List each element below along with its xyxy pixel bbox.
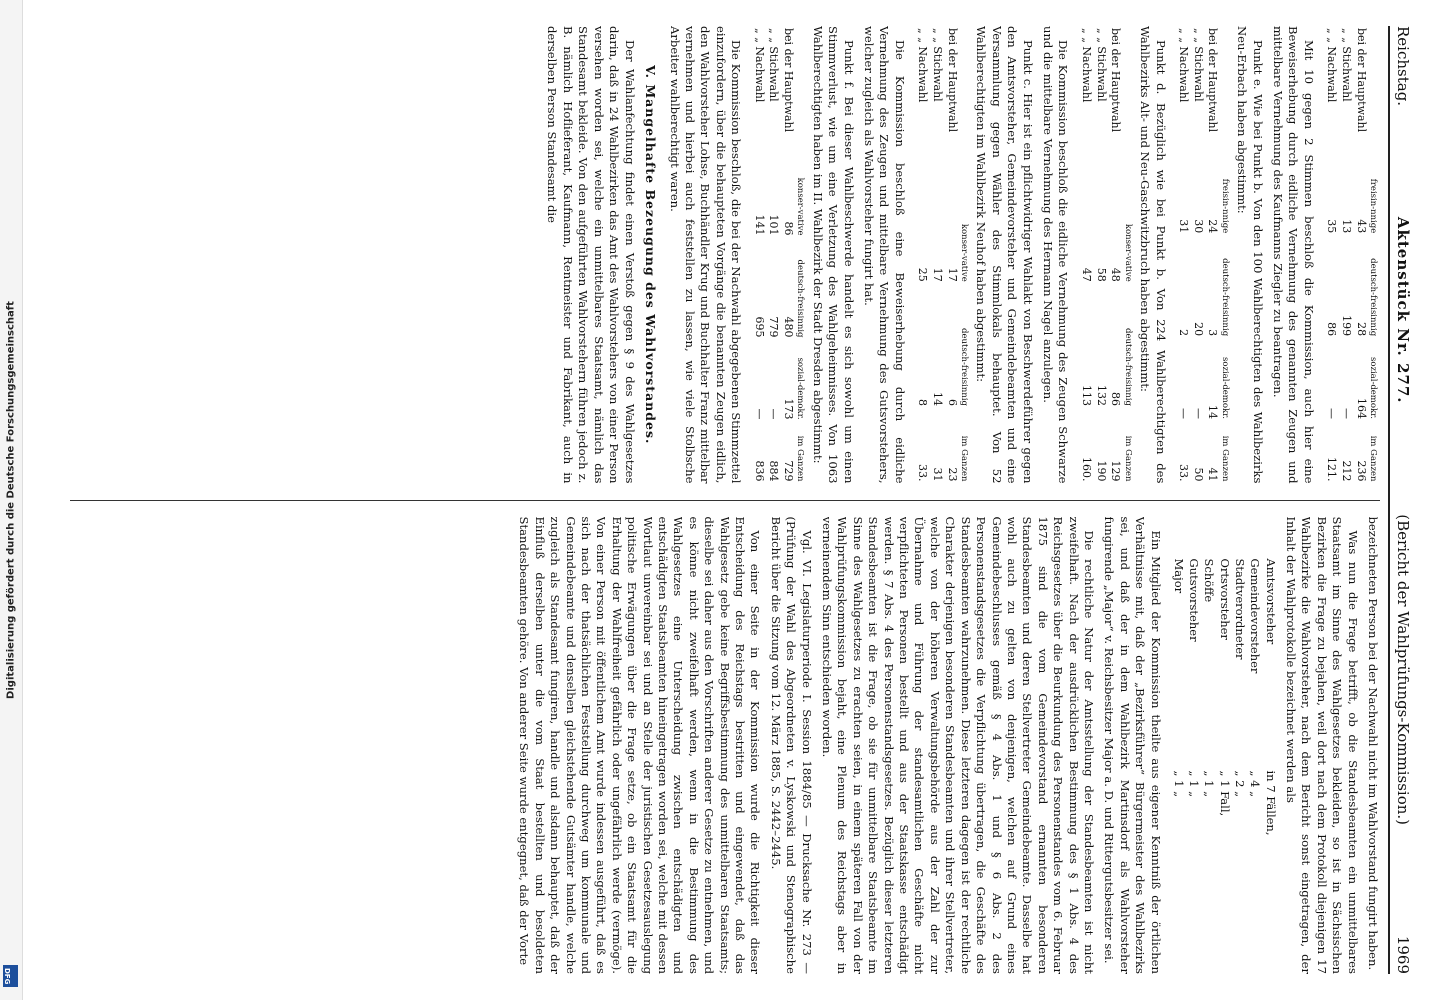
- table-header-row: [1122, 26, 1131, 484]
- table-cell: 30: [1191, 219, 1205, 234]
- table-cell: 121.: [1325, 457, 1339, 482]
- table-header-cell: deutsch-freisinnig: [795, 259, 806, 338]
- table-cell: 779: [767, 316, 781, 338]
- table-header-cell: [1219, 26, 1228, 162]
- column-right: [70, 517, 1380, 975]
- table-cell: 729: [782, 460, 796, 482]
- table-cell: 86: [782, 221, 796, 236]
- document-page: [52, 8, 1422, 992]
- table-cell: 884: [767, 460, 781, 482]
- table-header-cell: deutsch-freisinnig: [959, 328, 970, 406]
- header-left: Reichstag.: [1394, 26, 1412, 107]
- table-header-cell: im Ganzen: [959, 435, 970, 482]
- paragraph: Ein Mitglied der Kommission theilte aus eigener Kenntniß der örtlichen Verhältnisse mit, daß der „Bezirksführer“ Bürgermeister des Wahlbezirks sei, und daß der in dem Wahlbezirk Martinsdorf als Wahlvorsteher fungirende „Major“ v. Reichsbesitzer Major a. D. und Rittergutsbesitzer sei.: [1102, 516, 1163, 974]
- table-row: [1353, 26, 1368, 484]
- table-cell: 212: [1340, 460, 1354, 482]
- column-left: [70, 26, 1380, 484]
- table-cell: Stadtverordneter: [1233, 558, 1247, 660]
- table-row: [1232, 553, 1247, 842]
- table-row: [1247, 553, 1262, 842]
- table-cell: „ 1 „: [1202, 770, 1217, 798]
- table-row: [1186, 553, 1201, 842]
- table-cell: 58: [1094, 267, 1108, 282]
- paragraph: Was nun die Frage betrifft, ob die Standesbeamten ein unmittelbares Staatsamt im Sinne des Wahlgesetzes bekleiden, so ist in Sächsischen Bezirken die Frage zu bejahen, weil dort nach dem Protokoll diejenigen 17 Wahlbezirke die Wahlvorsteher, nach dem Bericht sonst eingetragen, der Inhalt der Wahlprotokolle bezeichnet werden als: [1283, 516, 1360, 974]
- table-cell: 141: [752, 214, 766, 236]
- table-cell: „ „ Stichwahl: [767, 28, 781, 102]
- table-cell: „ „ Stichwahl: [1340, 28, 1354, 102]
- table-cell: 480: [782, 316, 796, 338]
- table-header-cell: deutsch-freisinnig: [1219, 258, 1230, 337]
- table-header-cell: [795, 26, 804, 161]
- dfg-logo: DFG: [3, 965, 18, 987]
- paragraph: Die Kommission beschloß eine Beweiserhebung durch eidliche Vernehmung des Zeugen und mittelbare Vernehmung des Gutsvorstehers, welcher zugleich als Wahlvorsteher fungirt hat.: [862, 26, 907, 484]
- table-cell: 17: [945, 267, 959, 282]
- table-header-cell: [959, 26, 968, 190]
- table-cell: Gutsvorsteher: [1187, 558, 1202, 642]
- table-header-cell: sozial-demokr.: [1219, 356, 1230, 419]
- table-header-cell: sozial-demokr.: [1368, 356, 1378, 419]
- vote-table-4: [915, 26, 968, 484]
- table-cell: —: [752, 408, 766, 420]
- table-row: [751, 26, 766, 484]
- vote-table-2: [1176, 26, 1229, 484]
- table-row: [766, 26, 781, 484]
- paragraph: Punkt e. Wie bei Punkt b. Von den 100 Wahlberechtigten des Wahlbezirks Neu-Erbach haben abgestimmt:: [1235, 26, 1265, 484]
- section-heading: V. Mangelhafte Bezeugung des Wahlvorstandes.: [643, 65, 659, 445]
- column-divider: [70, 500, 1380, 501]
- table-cell: 836: [752, 460, 766, 482]
- table-cell: 23: [945, 467, 959, 482]
- table-cell: Schöffe: [1202, 558, 1217, 603]
- table-cell: 41: [1206, 467, 1220, 482]
- table-cell: „ „ Nachwahl: [1325, 28, 1339, 103]
- table-cell: „ „ Stichwahl: [931, 28, 945, 102]
- header-subtitle: (Bericht der Wahlprüfungs-Kommission.): [1394, 514, 1412, 826]
- count-table: [1171, 553, 1278, 842]
- table-header-cell: im Ganzen: [1368, 435, 1378, 482]
- table-header-row: [1219, 26, 1228, 484]
- table-cell: 3: [1206, 329, 1220, 337]
- table-cell: 236: [1354, 460, 1368, 482]
- table-cell: 13: [1340, 219, 1354, 234]
- vote-table-5: [751, 26, 804, 484]
- table-header-row: [959, 26, 968, 484]
- table-header-cell: [1368, 26, 1377, 162]
- table-cell: 199: [1340, 315, 1354, 337]
- vote-table-1: [1324, 26, 1377, 484]
- table-header-cell: freisin-nnige: [1219, 178, 1230, 234]
- table-header-row: [795, 26, 804, 484]
- table-cell: —: [1325, 407, 1339, 419]
- table-cell: bei der Hauptwahl: [1109, 28, 1123, 133]
- table-header-cell: sozial-demokr.: [795, 357, 806, 420]
- table-cell: —: [1191, 407, 1205, 419]
- table-header-cell: konser-vative: [959, 223, 970, 282]
- table-cell: 113: [1080, 385, 1094, 406]
- table-header-row: [1368, 26, 1377, 484]
- table-cell: „ 4 „: [1248, 770, 1263, 798]
- table-cell: 20: [1191, 322, 1205, 337]
- table-header-cell: im Ganzen: [1122, 435, 1133, 482]
- table-cell: Major: [1171, 558, 1186, 594]
- table-header-cell: [1122, 26, 1131, 190]
- table-cell: 190: [1094, 460, 1108, 482]
- table-cell: „ „ Nachwahl: [916, 28, 930, 103]
- page-header: [1388, 26, 1412, 974]
- table-cell: bei der Hauptwahl: [1206, 28, 1220, 133]
- table-cell: Ortsvorsteher: [1217, 558, 1232, 640]
- paragraph: Die rechtliche Natur der Amtsstellung der Standesbeamten ist nicht zweifelhaft. Nach der ausdrücklichen Bestimmung des § 1 Abs. 4 des Reichsgesetzes über die Beurkundung des Personenstandes vom 6. Februar 1875 sind die vom Gemeindevorstand ernannten besonderen Standesbeamten und deren Stellvertreter Gemeindebeamte. Dasselbe hat wohl auch zu gelten von denjenigen, welchen auf Grund eines Gemeindebeschlusses gemäß § 4 Abs. 1 und § 6 Abs. 2 des Personenstandsgesetzes die Verpflichtung übertragen, die Geschäfte des Standesbeamten wahrzunehmen. Diese letzteren dagegen ist der rechtliche Charakter derjenigen besonderen Standesbeamten und ihrer Stellvertreter, welche von der höheren Verwaltungsbehörde aus der Zahl der zur Übernahme und Führung der standesamtlichen Geschäfte nicht verpflichteten Personen bestellt und aus der Staatskasse entschädigt werden. § 7 Abs. 4 des Personenstandsgesetzes. Bezüglich dieser letzteren Standesbeamten ist die Frage, ob sie für unmittelbare Staatsbeamte im Sinne des Wahlgesetzes zu erachten seien, in einem späteren Fall von der Wahlprüfungskommission bejaht, eine Plenum des Reichstags aber in verneinendem Sinn entschieden worden.: [820, 516, 1096, 974]
- table-cell: 25: [916, 267, 930, 282]
- table-cell: 695: [752, 316, 766, 338]
- table-row: [1190, 26, 1205, 484]
- table-cell: „ 1 „: [1187, 770, 1202, 798]
- table-row: [1171, 553, 1186, 842]
- table-row: [915, 26, 930, 484]
- sidebar: [0, 0, 23, 1000]
- table-header-cell: deutsch-freisinnig: [1122, 328, 1133, 406]
- table-header-cell: konser-vative: [1122, 223, 1133, 282]
- table-row: [1216, 553, 1231, 842]
- table-header-cell: im Ganzen: [795, 435, 806, 482]
- table-cell: 2: [1177, 329, 1191, 337]
- table-header-cell: im Ganzen: [1219, 435, 1230, 482]
- table-cell: „ „ Stichwahl: [1094, 28, 1108, 102]
- page-number: 1969: [1394, 935, 1412, 974]
- table-cell: 8: [916, 399, 930, 406]
- table-cell: 164: [1354, 397, 1368, 419]
- table-row: [1205, 26, 1220, 484]
- table-row: [1176, 26, 1191, 484]
- paragraph: Der Wahlanfechtung findet einen Verstoß gegen § 9 des Wahlgesetzes darin, daß in 24 Wahlbezirken das Amt des Wahlvorstehers von einer Person versehen worden sei, welche ein unmittelbares Staatsamt, nämlich das Standesamt bekleide. Von den aufgeführten Wahlvorstehern führen jedoch z. B. nämlich Hoflieferant, Kaufmann, Rentmeister und Fabrikant, auch in derselben Person Standesamt die: [545, 26, 637, 484]
- table-row: [1201, 553, 1216, 842]
- table-cell: 47: [1080, 267, 1094, 282]
- table-cell: 48: [1109, 267, 1123, 282]
- table-cell: —: [1340, 407, 1354, 419]
- table-row: [1108, 26, 1123, 484]
- paragraph: Punkt d. Bezüglich wie bei Punkt b. Von 224 Wahlberechtigten des Wahlbezirks Alt- und Neu-Gaschwitzbruch haben abgestimmt:: [1138, 26, 1168, 484]
- table-row: [1079, 26, 1094, 484]
- table-cell: 160.: [1080, 457, 1094, 482]
- table-header-cell: freisin-nnige: [1368, 178, 1378, 234]
- table-row: [944, 26, 959, 484]
- table-cell: 33.: [916, 464, 930, 482]
- paragraph: Die Kommission beschloß, die bei der Nachwahl abgegebenen Stimmzettel einzufordern, über die behaupteten Vorgänge die benannten Zeugen eidlich, den Wahlvorsteher Lohse, Buchhändler Krug und Buchhalter Franz mittelbar vernehmen und hierbei auch feststellen zu lassen, wie viele Stolbsche Arbeiter wahlberechtigt waren.: [667, 26, 744, 484]
- table-cell: 129: [1109, 460, 1123, 482]
- table-cell: 86: [1109, 392, 1123, 406]
- table-row: [780, 26, 795, 484]
- table-cell: Gemeindevorsteher: [1248, 558, 1263, 674]
- table-cell: 17: [931, 267, 945, 282]
- header-center: Aktenstück Nr. 277.: [1394, 216, 1412, 404]
- paragraph: Vgl. VI. Legislaturperiode I. Session 1884/85 — Drucksache Nr. 273 — (Prüfung der Wahl des Abgeordneten v. Lyskowski und Stenographische Bericht über die Sitzung vom 12. März 1885, S. 2442–2445.: [768, 516, 814, 974]
- sidebar-credit: Digitalisierung gefördert durch die Deutsche Forschungsgemeinschaft: [5, 301, 17, 699]
- table-cell: bei der Hauptwahl: [945, 28, 959, 133]
- table-cell: 31: [1177, 219, 1191, 234]
- vote-table-3: [1079, 26, 1132, 484]
- table-cell: bei der Hauptwahl: [782, 28, 796, 133]
- table-row: [929, 26, 944, 484]
- paragraph: Punkt f. Bei dieser Wahlbeschwerde handelt es sich sowohl um einen Stimmverlust, wie um eine Verletzung des Wahlgeheimnisses. Von 1063 Wahlberechtigten haben im II. Wahlbezirk der Stadt Dresden abgestimmt:: [810, 26, 856, 484]
- paragraph: Punkt c. Hier ist ein pflichtwidriger Wahlakt von Beschwerdeführer gegen den Amtsvorsteher, Gemeindevorsteher und Gemeindebeamten und eine Versammlung gegen Wähler des Stimmlokals behauptet. Von 52 Wahlberechtigten im Wahlbezirk Neuhof haben abgestimmt:: [974, 26, 1035, 484]
- table-cell: 35: [1325, 219, 1339, 234]
- table-cell: 31: [931, 467, 945, 482]
- table-cell: 173: [782, 398, 796, 420]
- table-header-cell: deutsch-freisinnig: [1368, 258, 1378, 337]
- table-cell: „ „ Nachwahl: [1177, 28, 1191, 103]
- table-cell: 132: [1094, 385, 1108, 406]
- table-cell: „ 1 Fall,: [1217, 770, 1232, 817]
- table-cell: 6: [945, 399, 959, 406]
- table-row: [1093, 26, 1108, 484]
- table-cell: „ 1 „: [1171, 770, 1186, 798]
- paragraph: bezeichneten Person bei der Nachwahl nicht im Wahlvorstand fungirt haben.: [1366, 516, 1380, 971]
- table-cell: Amtsvorsteher: [1263, 558, 1278, 645]
- table-cell: „ 2 „: [1233, 770, 1247, 798]
- table-cell: —: [1177, 407, 1191, 419]
- table-cell: —: [767, 408, 781, 420]
- table-row: [1324, 26, 1339, 484]
- table-cell: 43: [1354, 219, 1368, 234]
- table-header-cell: konser-vative: [795, 177, 806, 236]
- table-cell: bei der Hauptwahl: [1354, 28, 1368, 133]
- paragraph: Mit 10 gegen 2 Stimmen beschloß die Kommission, auch hier eine Beweiserhebung durch eidliche Vernehmung des genannten Zeugen und mittelbare Vernehmung des Kaufmanns Ziegler zu beantragen.: [1270, 26, 1316, 484]
- table-cell: 24: [1206, 219, 1220, 234]
- table-cell: in 7 Fällen,: [1263, 770, 1278, 836]
- page-container: [52, 8, 1422, 992]
- paragraph: Die Kommission beschloß die eidliche Vernehmung des Zeugen Schwarze und die mittelbare Vernehmung des Hermann Nagel anzulegen.: [1041, 26, 1071, 484]
- table-row: [1262, 553, 1277, 842]
- table-cell: 14: [1206, 404, 1220, 419]
- table-cell: „ „ Nachwahl: [752, 28, 766, 103]
- table-cell: „ „ Stichwahl: [1191, 28, 1205, 102]
- table-cell: 86: [1325, 322, 1339, 337]
- table-cell: „ „ Nachwahl: [1080, 28, 1094, 103]
- table-cell: 33.: [1177, 464, 1191, 482]
- table-cell: 50: [1191, 467, 1205, 482]
- table-row: [1338, 26, 1353, 484]
- table-cell: 28: [1354, 322, 1368, 337]
- table-cell: 101: [767, 214, 781, 236]
- paragraph: Von einer Seite in der Kommission wurde die Richtigkeit dieser Entscheidung des Reichstags bestritten und eingewendet, daß das Wahlgesetz gebe keine Begriffsbestimmung des unmittelbaren Staatsamts; dieselbe sei daher aus den Vorschriften anderer Gesetze zu entnehmen, und es könne nicht zweifelhaft werden, wenn in die Bestimmung des Wahlgesetzes eine Unterscheidung zwischen entschädigten und entschädigten Staatsbeamten hineingetragen worden sei, welche mit dessen Wortlaut unvereinbar sei und an Stelle der juristischen Gesetzesauslegung politische Erwägungen über die Frage setze, ob ein Staatsamt für die Erhaltung der Wahlfreiheit gefährlich oder ungefährlich werde (vermöge). Von einer Person mit öffentlichem Amt wurde indessen ausgeführt, daß es sich nach der thatsächlichen Feststellung durchweg um kommunale und Gemeindebeamte und denselben gleichstehende Gutsämter handle, welche zugleich als Standesamt fungiren, handle und alsdann behauptet, daß der Einfluß derselben unter die vom Staat bestellten und besoldeten Standesbeamten gehöre. Von anderer Seite wurde entgegnet, daß der Vorte: [517, 516, 763, 974]
- table-cell: 14: [931, 392, 945, 406]
